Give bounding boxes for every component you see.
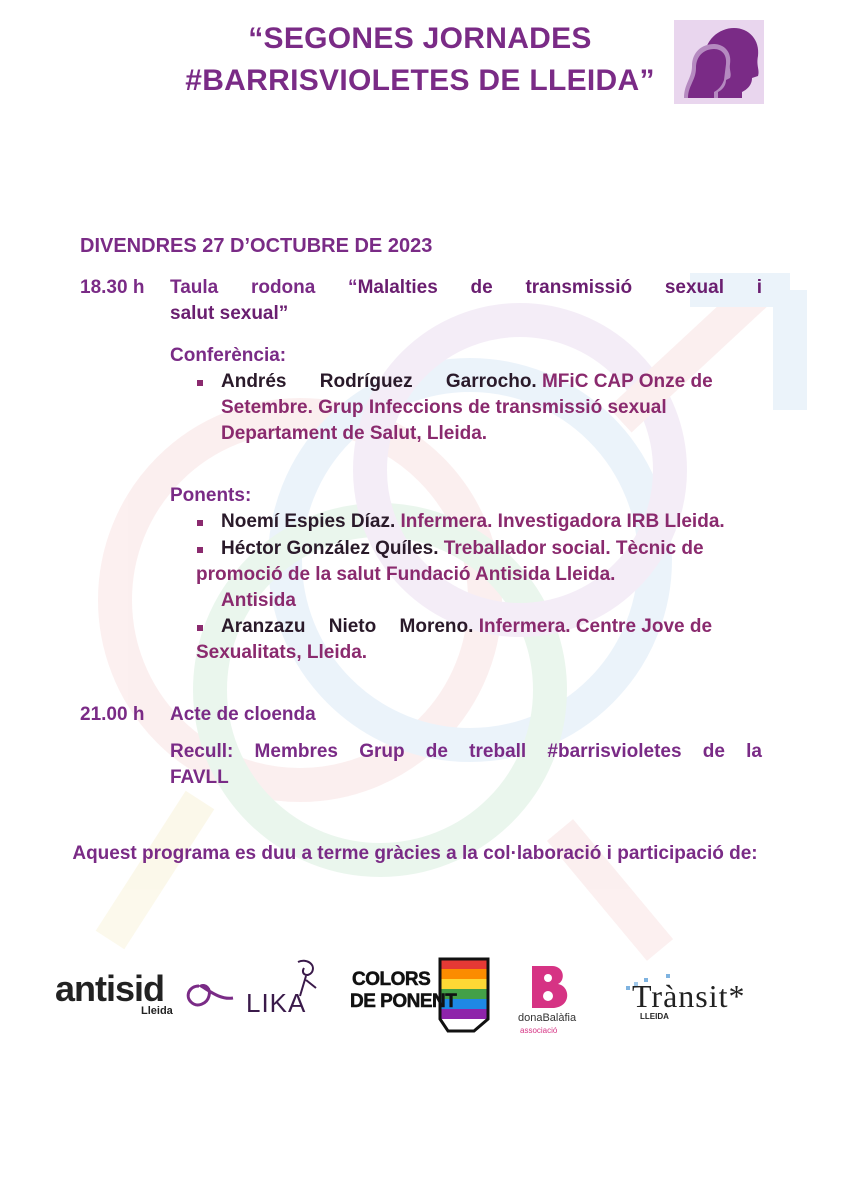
- transit-logo-text: Trànsit*: [632, 978, 746, 1014]
- session-1-time: 18.30 h: [80, 277, 145, 298]
- event-date: DIVENDRES 27 D’OCTUBRE DE 2023: [80, 235, 433, 257]
- speaker-3-role-2: Sexualitats, Lleida.: [196, 642, 368, 663]
- transit-logo: [624, 972, 804, 1028]
- transit-logo-sub: LLEIDA: [640, 1012, 669, 1021]
- antisida-swirl-icon: [181, 978, 235, 1012]
- lika-logo-text: LIKA: [246, 988, 307, 1018]
- event-title-line-1: “SEGONES JORNADES: [248, 22, 592, 55]
- speaker-2-name: Héctor González Quíles: [221, 538, 434, 559]
- speaker-3-role-1: Infermera. Centre Jove de: [478, 616, 713, 637]
- speakers-label: Ponents:: [170, 485, 252, 506]
- dona-balafia-logo: [518, 962, 608, 1042]
- dona-balafia-b-icon: [524, 962, 580, 1010]
- colors-de-ponent-logo: [350, 955, 495, 1035]
- bullet: [197, 625, 203, 631]
- speaker-2-role-3: Antisida: [221, 590, 296, 611]
- conference-speaker-line-1: Andrés Rodríguez Garrocho. MFiC CAP Onze de: [221, 371, 713, 392]
- event-title-line-2: #BARRISVIOLETES DE LLEIDA”: [185, 64, 655, 97]
- antisida-logo-text: antisid: [55, 968, 165, 1009]
- dona-balafia-logo-sub: associació: [520, 1026, 558, 1035]
- speaker-3: Aranzazu Nieto Moreno. Infermera. Centre Jove de: [221, 616, 713, 637]
- session-1-intro: Taula rodona “: [170, 277, 358, 298]
- speaker-2-role-1: Treballador social. Tècnic de: [443, 538, 704, 559]
- purple-profiles-logo: [674, 20, 764, 104]
- session-1-title-part-2: salut sexual”: [170, 303, 289, 324]
- conference-speaker-name: Andrés Rodríguez Garrocho: [221, 371, 532, 392]
- speaker-2: Héctor González Quíles. Treballador social. Tècnic de: [221, 538, 704, 559]
- speaker-1-name: Noemí Espies Díaz: [221, 511, 390, 532]
- session-1-title-line-1: [170, 276, 762, 300]
- session-2-recap-line-1: Recull: Membres Grup de treball #barrisvioletes de la: [170, 741, 762, 762]
- conference-speaker-role-2: Setembre. Grup Infeccions de transmissió sexual: [221, 397, 667, 418]
- bullet: [197, 547, 203, 553]
- session-2-title: Acte de cloenda: [170, 704, 316, 725]
- bullet: [197, 520, 203, 526]
- colors-de-ponent-line-2: DE PONENT: [350, 991, 457, 1012]
- session-1-title-part-1: Malalties de transmissió sexual i: [357, 277, 762, 298]
- conference-label: Conferència:: [170, 345, 287, 366]
- antisida-logo-sub: Lleida: [141, 1005, 173, 1017]
- session-2-recap-line-2: FAVLL: [170, 767, 229, 788]
- lika-logo: [246, 958, 336, 1028]
- collaboration-text: Aquest programa es duu a terme gràcies a la col·laboració i participació de:: [72, 843, 758, 864]
- speaker-1: Noemí Espies Díaz. Infermera. Investigadora IRB Lleida.: [221, 511, 725, 532]
- bullet: [197, 380, 203, 386]
- colors-de-ponent-line-1: COLORS: [352, 969, 431, 990]
- session-2-time: 21.00 h: [80, 704, 145, 725]
- antisida-logo: [55, 968, 235, 1018]
- speaker-1-role: Infermera. Investigadora IRB Lleida.: [400, 511, 725, 532]
- speaker-3-name: Aranzazu Nieto Moreno: [221, 616, 469, 637]
- conference-speaker-role-1: MFiC CAP Onze de: [541, 371, 713, 392]
- dona-balafia-logo-text: donaBalàfia: [518, 1012, 577, 1024]
- speaker-2-role-2: promoció de la salut Fundació Antisida Lleida.: [196, 564, 616, 585]
- conference-speaker-role-3: Departament de Salut, Lleida.: [221, 423, 488, 444]
